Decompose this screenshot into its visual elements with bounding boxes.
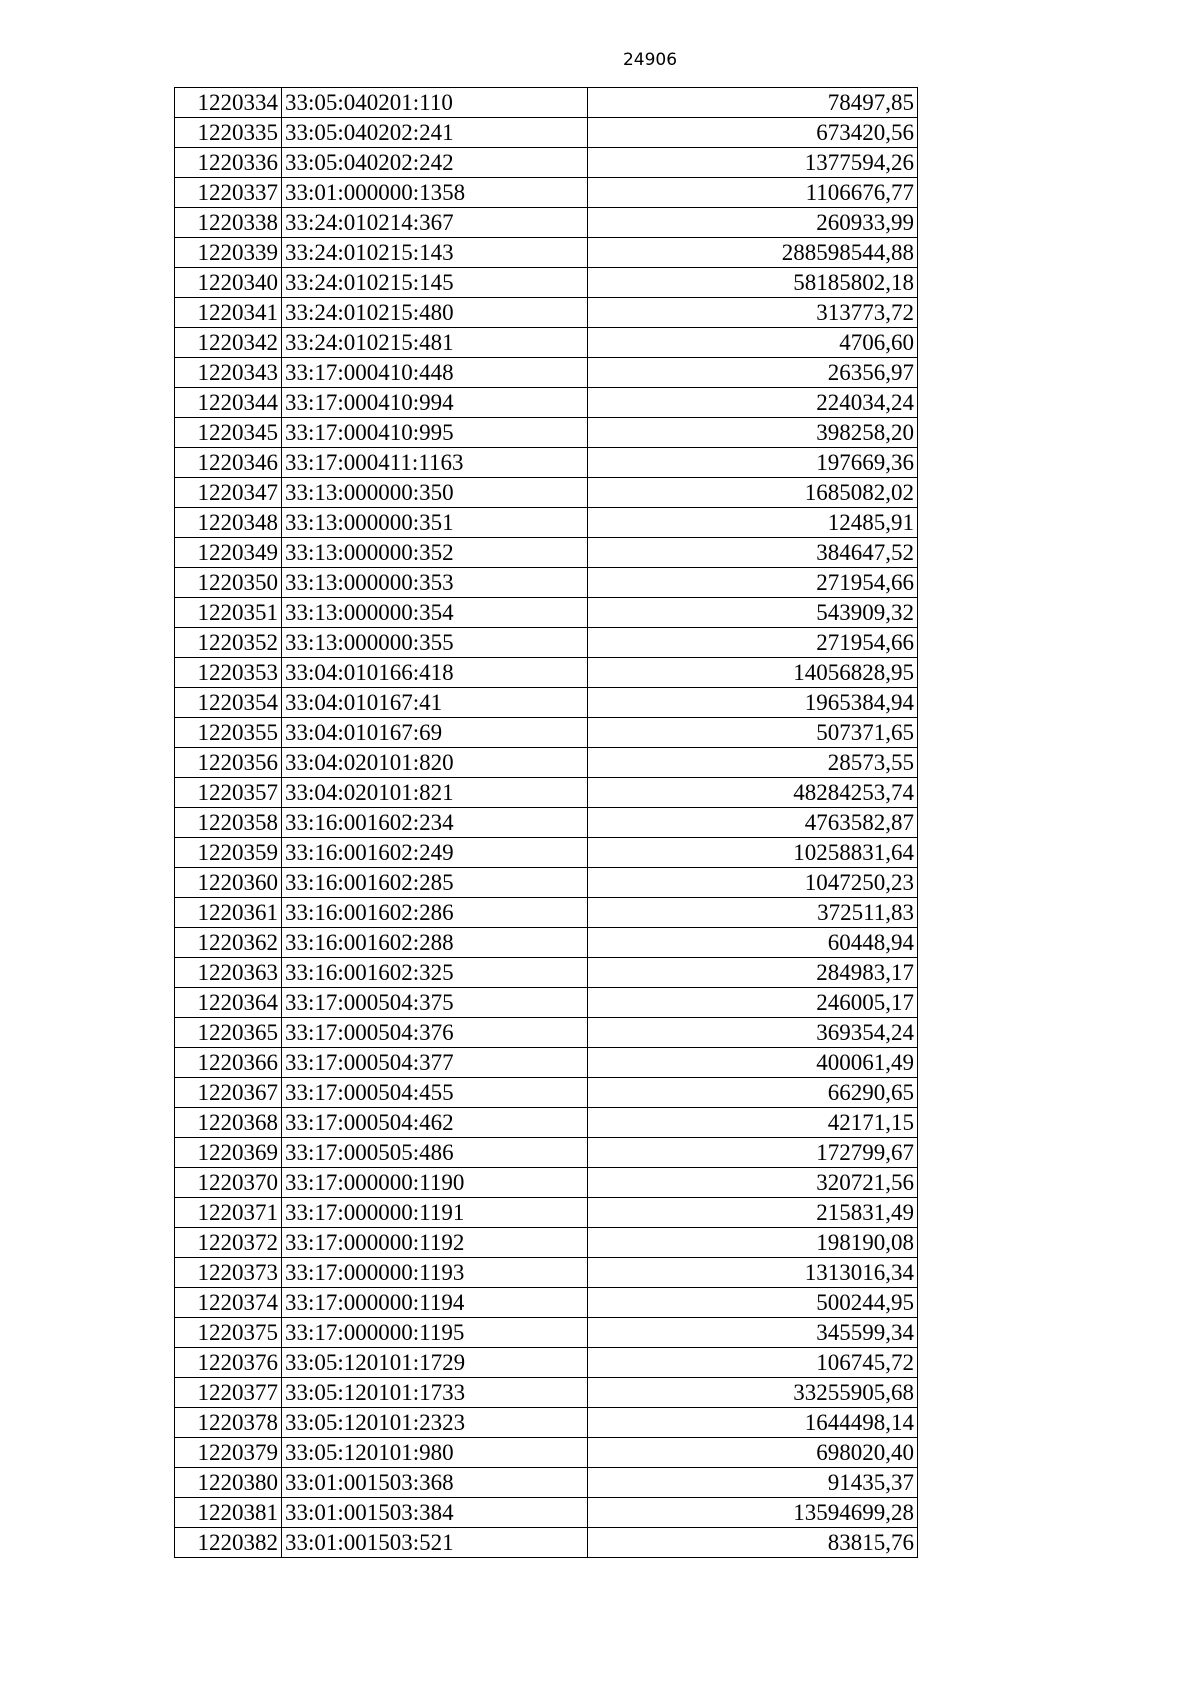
cadastral-number-cell: 33:04:010167:41 — [282, 688, 588, 718]
cadastral-value-cell: 1377594,26 — [588, 148, 918, 178]
page-number: 24906 — [622, 50, 678, 70]
cadastral-value-cell: 83815,76 — [588, 1528, 918, 1558]
table-row — [175, 958, 918, 988]
cadastral-number-cell: 33:17:000000:1192 — [282, 1228, 588, 1258]
table-row — [175, 1108, 918, 1138]
record-number-cell: 1220380 — [175, 1468, 282, 1498]
record-number-cell: 1220365 — [175, 1018, 282, 1048]
cadastral-value-cell: 246005,17 — [588, 988, 918, 1018]
table-row — [175, 928, 918, 958]
cadastral-number-cell: 33:04:020101:820 — [282, 748, 588, 778]
cadastral-value-cell: 10258831,64 — [588, 838, 918, 868]
cadastral-number-cell: 33:04:010166:418 — [282, 658, 588, 688]
table-row — [175, 838, 918, 868]
table-row — [175, 1228, 918, 1258]
table-row — [175, 1498, 918, 1528]
cadastral-value-cell: 369354,24 — [588, 1018, 918, 1048]
table-row — [175, 1018, 918, 1048]
table-row — [175, 1168, 918, 1198]
cadastral-number-cell: 33:24:010214:367 — [282, 208, 588, 238]
record-number-cell: 1220359 — [175, 838, 282, 868]
table-row — [175, 268, 918, 298]
record-number-cell: 1220374 — [175, 1288, 282, 1318]
cadastral-number-cell: 33:13:000000:351 — [282, 508, 588, 538]
record-number-cell: 1220346 — [175, 448, 282, 478]
table-row — [175, 118, 918, 148]
cadastral-value-cell: 48284253,74 — [588, 778, 918, 808]
cadastral-value-cell: 60448,94 — [588, 928, 918, 958]
cadastral-number-cell: 33:24:010215:143 — [282, 238, 588, 268]
record-number-cell: 1220364 — [175, 988, 282, 1018]
record-number-cell: 1220375 — [175, 1318, 282, 1348]
cadastral-number-cell: 33:01:000000:1358 — [282, 178, 588, 208]
record-number-cell: 1220341 — [175, 298, 282, 328]
cadastral-value-cell: 372511,83 — [588, 898, 918, 928]
cadastral-value-cell: 1644498,14 — [588, 1408, 918, 1438]
cadastral-value-cell: 26356,97 — [588, 358, 918, 388]
cadastral-value-cell: 288598544,88 — [588, 238, 918, 268]
record-number-cell: 1220357 — [175, 778, 282, 808]
cadastral-value-cell: 398258,20 — [588, 418, 918, 448]
cadastral-number-cell: 33:17:000000:1194 — [282, 1288, 588, 1318]
record-number-cell: 1220358 — [175, 808, 282, 838]
cadastral-value-cell: 500244,95 — [588, 1288, 918, 1318]
cadastral-number-cell: 33:01:001503:384 — [282, 1498, 588, 1528]
table-row — [175, 1528, 918, 1558]
record-number-cell: 1220339 — [175, 238, 282, 268]
cadastral-value-cell: 91435,37 — [588, 1468, 918, 1498]
cadastral-value-cell: 224034,24 — [588, 388, 918, 418]
cadastral-number-cell: 33:24:010215:480 — [282, 298, 588, 328]
cadastral-value-cell: 13594699,28 — [588, 1498, 918, 1528]
cadastral-number-cell: 33:24:010215:481 — [282, 328, 588, 358]
record-number-cell: 1220344 — [175, 388, 282, 418]
cadastral-number-cell: 33:13:000000:353 — [282, 568, 588, 598]
cadastral-number-cell: 33:16:001602:288 — [282, 928, 588, 958]
cadastral-number-cell: 33:17:000410:995 — [282, 418, 588, 448]
table-row — [175, 298, 918, 328]
cadastral-value-cell: 198190,08 — [588, 1228, 918, 1258]
table-row — [175, 1438, 918, 1468]
record-number-cell: 1220338 — [175, 208, 282, 238]
record-number-cell: 1220382 — [175, 1528, 282, 1558]
record-number-cell: 1220356 — [175, 748, 282, 778]
cadastral-value-cell: 345599,34 — [588, 1318, 918, 1348]
cadastral-number-cell: 33:17:000000:1190 — [282, 1168, 588, 1198]
cadastral-value-cell: 215831,49 — [588, 1198, 918, 1228]
cadastral-value-cell: 313773,72 — [588, 298, 918, 328]
record-number-cell: 1220337 — [175, 178, 282, 208]
table-row — [175, 748, 918, 778]
cadastral-value-cell: 58185802,18 — [588, 268, 918, 298]
record-number-cell: 1220353 — [175, 658, 282, 688]
cadastral-value-cell: 543909,32 — [588, 598, 918, 628]
table-row — [175, 868, 918, 898]
cadastral-number-cell: 33:17:000000:1195 — [282, 1318, 588, 1348]
table-row — [175, 718, 918, 748]
cadastral-value-cell: 384647,52 — [588, 538, 918, 568]
cadastral-value-cell: 12485,91 — [588, 508, 918, 538]
record-number-cell: 1220352 — [175, 628, 282, 658]
table-row — [175, 478, 918, 508]
cadastral-value-cell: 400061,49 — [588, 1048, 918, 1078]
cadastral-value-cell: 698020,40 — [588, 1438, 918, 1468]
table-row — [175, 1408, 918, 1438]
record-number-cell: 1220377 — [175, 1378, 282, 1408]
cadastral-number-cell: 33:05:120101:980 — [282, 1438, 588, 1468]
record-number-cell: 1220348 — [175, 508, 282, 538]
record-number-cell: 1220355 — [175, 718, 282, 748]
cadastral-value-cell: 271954,66 — [588, 628, 918, 658]
record-number-cell: 1220347 — [175, 478, 282, 508]
table-row — [175, 88, 918, 118]
cadastral-number-cell: 33:13:000000:352 — [282, 538, 588, 568]
table-row — [175, 328, 918, 358]
cadastral-number-cell: 33:01:001503:368 — [282, 1468, 588, 1498]
cadastral-value-cell: 507371,65 — [588, 718, 918, 748]
cadastral-value-cell: 1685082,02 — [588, 478, 918, 508]
table-row — [175, 808, 918, 838]
cadastral-value-cell: 260933,99 — [588, 208, 918, 238]
cadastral-number-cell: 33:05:040201:110 — [282, 88, 588, 118]
cadastral-number-cell: 33:17:000410:994 — [282, 388, 588, 418]
cadastral-value-cell: 14056828,95 — [588, 658, 918, 688]
table-row — [175, 688, 918, 718]
record-number-cell: 1220370 — [175, 1168, 282, 1198]
cadastral-number-cell: 33:24:010215:145 — [282, 268, 588, 298]
cadastral-number-cell: 33:17:000411:1163 — [282, 448, 588, 478]
cadastral-value-cell: 106745,72 — [588, 1348, 918, 1378]
cadastral-number-cell: 33:17:000000:1191 — [282, 1198, 588, 1228]
table-row — [175, 358, 918, 388]
table-row — [175, 1138, 918, 1168]
cadastral-number-cell: 33:16:001602:325 — [282, 958, 588, 988]
record-number-cell: 1220335 — [175, 118, 282, 148]
cadastral-number-cell: 33:16:001602:286 — [282, 898, 588, 928]
cadastral-value-cell: 673420,56 — [588, 118, 918, 148]
cadastral-number-cell: 33:13:000000:355 — [282, 628, 588, 658]
cadastral-number-cell: 33:16:001602:285 — [282, 868, 588, 898]
cadastral-number-cell: 33:17:000504:462 — [282, 1108, 588, 1138]
cadastral-value-cell: 271954,66 — [588, 568, 918, 598]
cadastral-value-cell: 28573,55 — [588, 748, 918, 778]
table-row — [175, 598, 918, 628]
cadastral-value-cell: 1106676,77 — [588, 178, 918, 208]
record-number-cell: 1220368 — [175, 1108, 282, 1138]
table-row — [175, 208, 918, 238]
table-row — [175, 1258, 918, 1288]
table-row — [175, 1198, 918, 1228]
record-number-cell: 1220363 — [175, 958, 282, 988]
table-row — [175, 1318, 918, 1348]
cadastral-value-cell: 1313016,34 — [588, 1258, 918, 1288]
table-row — [175, 178, 918, 208]
table-row — [175, 418, 918, 448]
cadastral-number-cell: 33:13:000000:350 — [282, 478, 588, 508]
record-number-cell: 1220345 — [175, 418, 282, 448]
cadastral-number-cell: 33:05:040202:241 — [282, 118, 588, 148]
record-number-cell: 1220376 — [175, 1348, 282, 1378]
table-row — [175, 238, 918, 268]
record-number-cell: 1220361 — [175, 898, 282, 928]
record-number-cell: 1220334 — [175, 88, 282, 118]
table-row — [175, 1348, 918, 1378]
cadastral-value-cell: 1965384,94 — [588, 688, 918, 718]
cadastral-number-cell: 33:05:120101:1729 — [282, 1348, 588, 1378]
record-number-cell: 1220342 — [175, 328, 282, 358]
cadastral-number-cell: 33:05:120101:2323 — [282, 1408, 588, 1438]
cadastral-number-cell: 33:01:001503:521 — [282, 1528, 588, 1558]
cadastral-number-cell: 33:17:000410:448 — [282, 358, 588, 388]
cadastral-number-cell: 33:17:000504:375 — [282, 988, 588, 1018]
cadastral-number-cell: 33:17:000504:376 — [282, 1018, 588, 1048]
record-number-cell: 1220372 — [175, 1228, 282, 1258]
record-number-cell: 1220360 — [175, 868, 282, 898]
table-row — [175, 508, 918, 538]
record-number-cell: 1220378 — [175, 1408, 282, 1438]
record-number-cell: 1220343 — [175, 358, 282, 388]
table-row — [175, 448, 918, 478]
record-number-cell: 1220366 — [175, 1048, 282, 1078]
table-row — [175, 1048, 918, 1078]
table-row — [175, 1078, 918, 1108]
cadastral-number-cell: 33:16:001602:249 — [282, 838, 588, 868]
record-number-cell: 1220371 — [175, 1198, 282, 1228]
table-row — [175, 778, 918, 808]
cadastral-value-cell: 320721,56 — [588, 1168, 918, 1198]
record-number-cell: 1220369 — [175, 1138, 282, 1168]
cadastral-number-cell: 33:17:000000:1193 — [282, 1258, 588, 1288]
record-number-cell: 1220367 — [175, 1078, 282, 1108]
cadastral-number-cell: 33:13:000000:354 — [282, 598, 588, 628]
record-number-cell: 1220336 — [175, 148, 282, 178]
cadastral-value-cell: 197669,36 — [588, 448, 918, 478]
cadastral-value-cell: 4763582,87 — [588, 808, 918, 838]
table-row — [175, 568, 918, 598]
cadastral-value-cell: 284983,17 — [588, 958, 918, 988]
cadastral-number-cell: 33:17:000505:486 — [282, 1138, 588, 1168]
record-number-cell: 1220340 — [175, 268, 282, 298]
record-number-cell: 1220354 — [175, 688, 282, 718]
table-row — [175, 1288, 918, 1318]
table-row — [175, 1378, 918, 1408]
table-row — [175, 1468, 918, 1498]
table-row — [175, 388, 918, 418]
table-row — [175, 628, 918, 658]
record-number-cell: 1220349 — [175, 538, 282, 568]
cadastral-value-cell: 172799,67 — [588, 1138, 918, 1168]
cadastral-number-cell: 33:05:120101:1733 — [282, 1378, 588, 1408]
table-row — [175, 148, 918, 178]
cadastral-number-cell: 33:17:000504:455 — [282, 1078, 588, 1108]
cadastral-number-cell: 33:04:020101:821 — [282, 778, 588, 808]
cadastral-number-cell: 33:05:040202:242 — [282, 148, 588, 178]
cadastral-value-cell: 66290,65 — [588, 1078, 918, 1108]
cadastral-value-cell: 78497,85 — [588, 88, 918, 118]
cadastral-value-cell: 4706,60 — [588, 328, 918, 358]
cadastral-number-cell: 33:17:000504:377 — [282, 1048, 588, 1078]
record-number-cell: 1220362 — [175, 928, 282, 958]
table-row — [175, 988, 918, 1018]
table-body — [175, 88, 918, 1558]
cadastral-number-cell: 33:16:001602:234 — [282, 808, 588, 838]
record-number-cell: 1220379 — [175, 1438, 282, 1468]
cadastral-number-cell: 33:04:010167:69 — [282, 718, 588, 748]
table-row — [175, 538, 918, 568]
cadastral-value-table — [174, 87, 918, 1558]
record-number-cell: 1220351 — [175, 598, 282, 628]
cadastral-value-cell: 1047250,23 — [588, 868, 918, 898]
record-number-cell: 1220373 — [175, 1258, 282, 1288]
table-row — [175, 658, 918, 688]
record-number-cell: 1220350 — [175, 568, 282, 598]
cadastral-value-cell: 33255905,68 — [588, 1378, 918, 1408]
table-row — [175, 898, 918, 928]
cadastral-value-cell: 42171,15 — [588, 1108, 918, 1138]
record-number-cell: 1220381 — [175, 1498, 282, 1528]
